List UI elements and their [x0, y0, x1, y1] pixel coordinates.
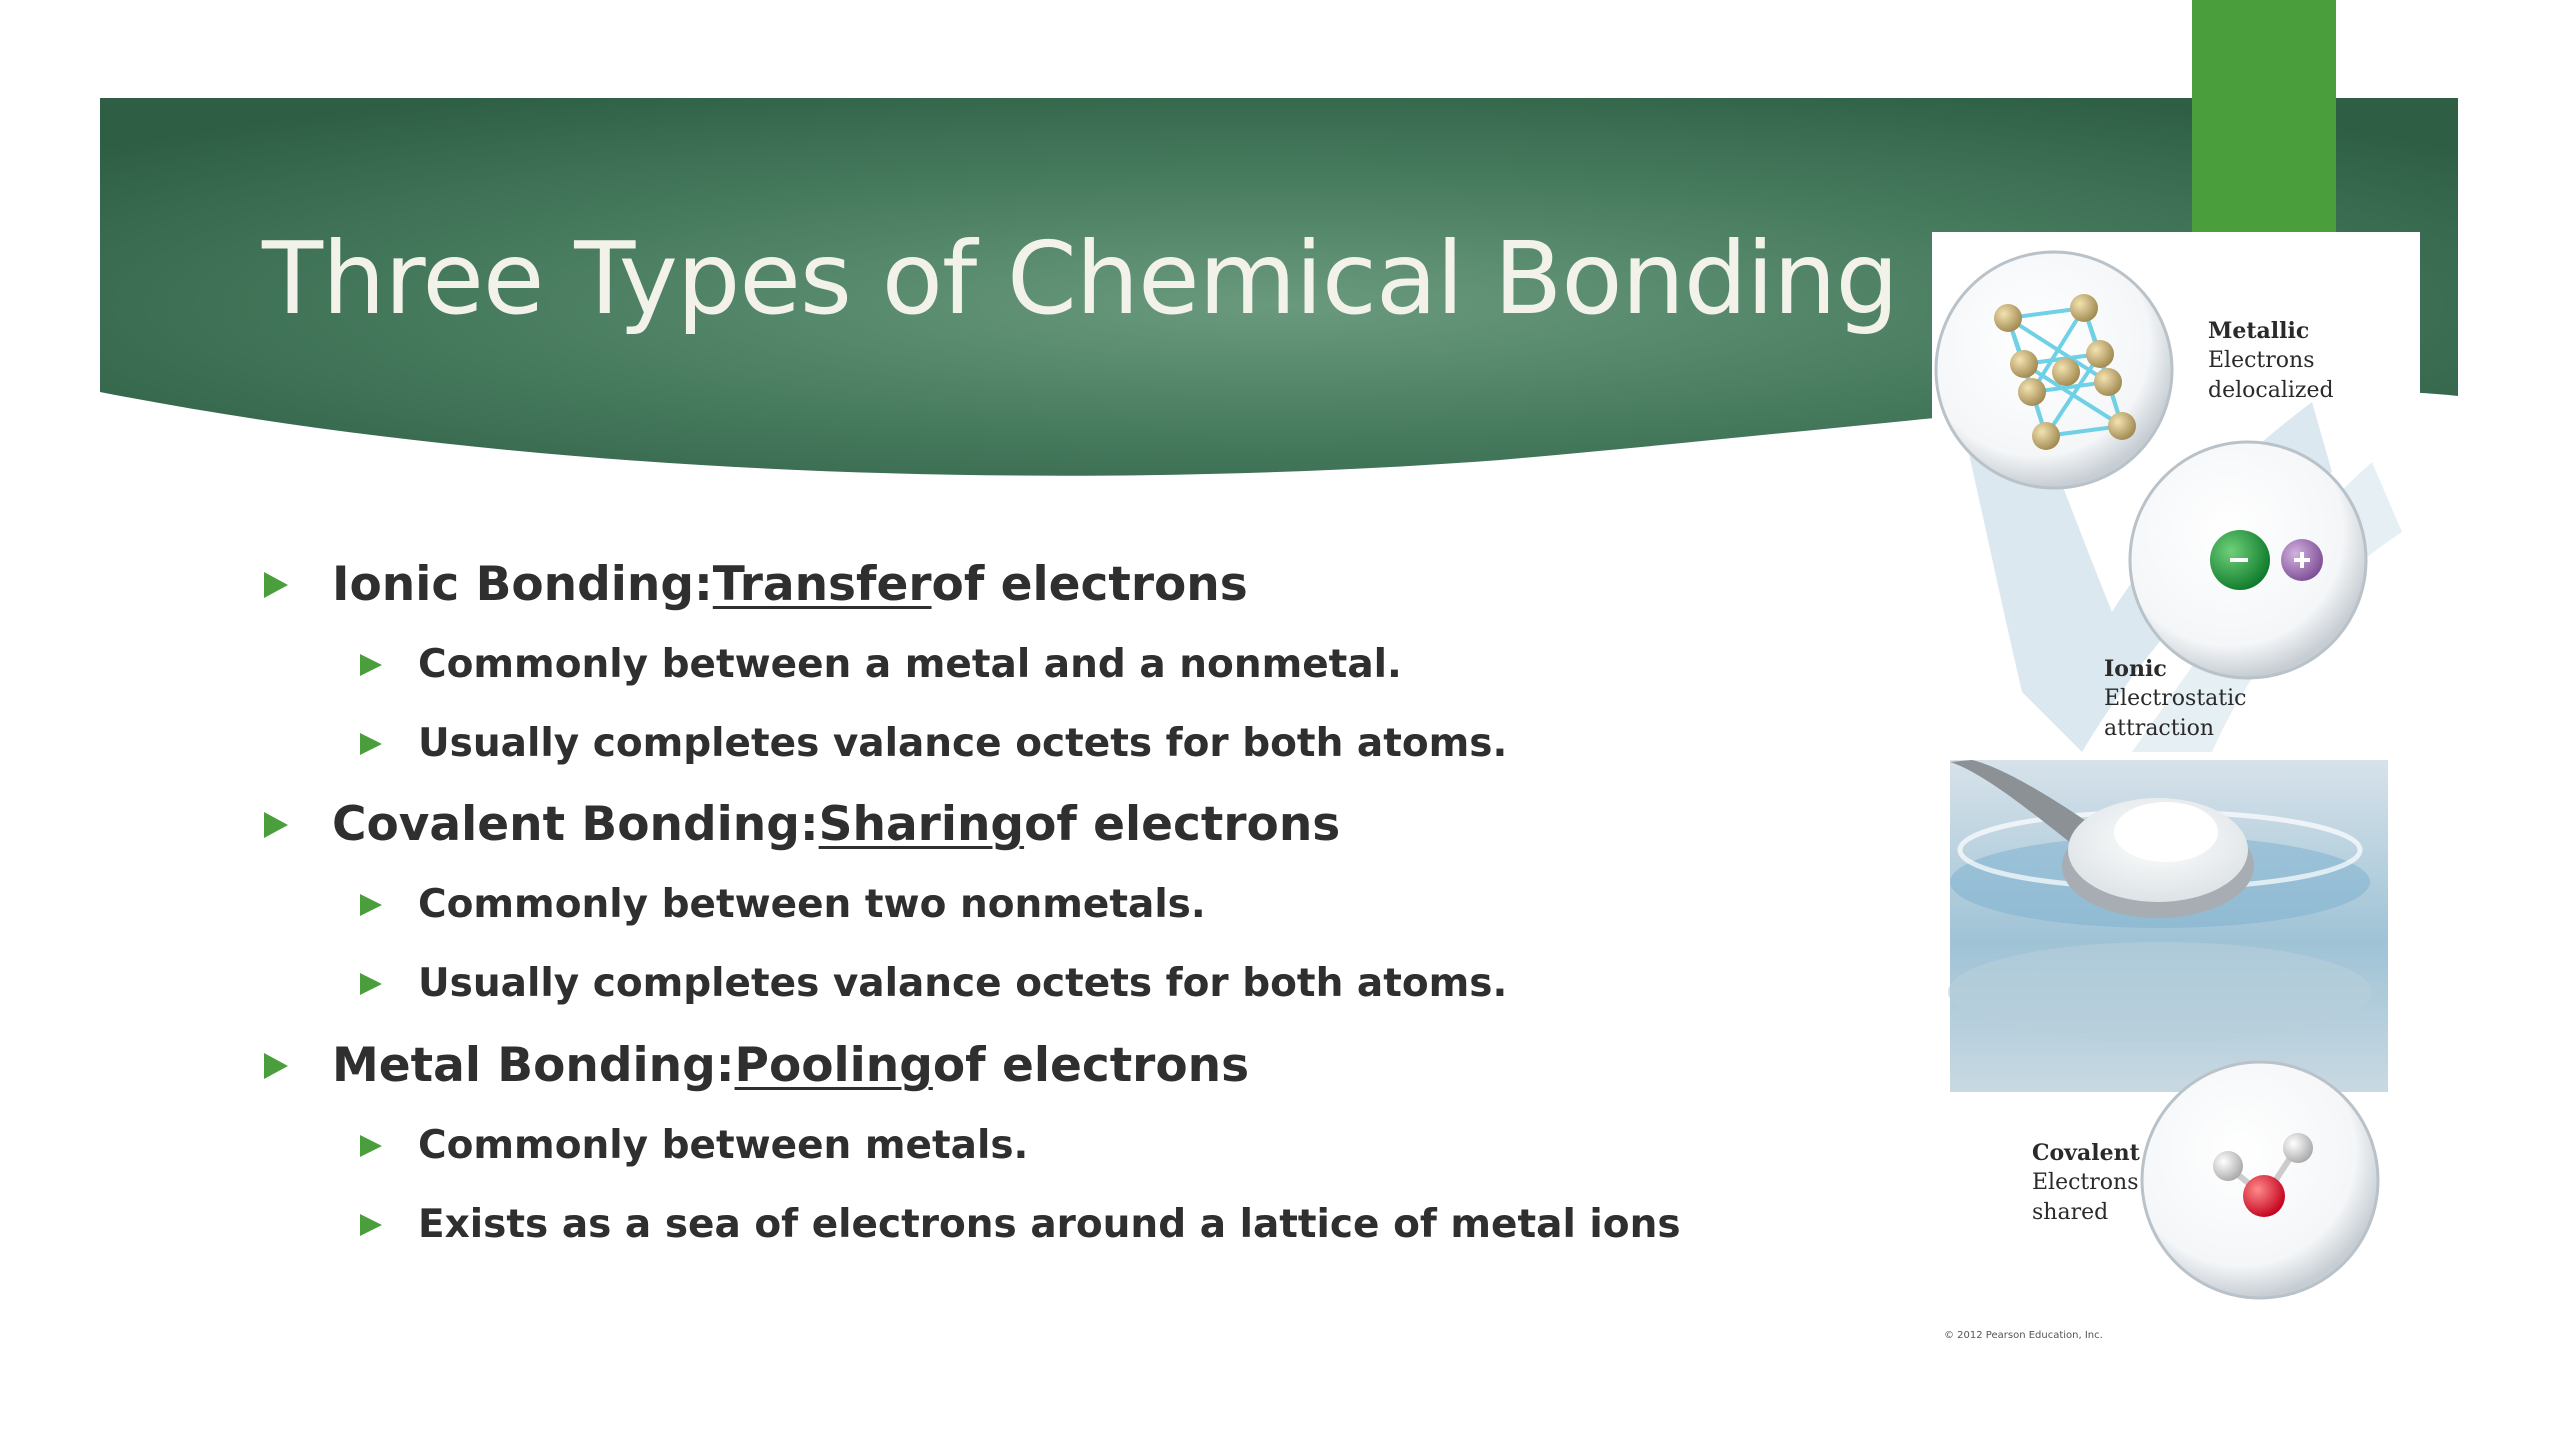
covalent-label: [2032, 1138, 2140, 1228]
bullet-suffix: of electrons: [1024, 797, 1341, 852]
ionic-title: Ionic: [2104, 656, 2167, 682]
triangle-bullet-icon: [360, 894, 382, 916]
sub-bullet: [360, 1202, 1681, 1247]
accent-tab: [2192, 0, 2336, 236]
sub-bullet-text: Commonly between a metal and a nonmetal.: [418, 642, 1402, 687]
bullet-ionic: [264, 557, 1248, 612]
covalent-line1: Electrons: [2032, 1170, 2139, 1195]
bullet-prefix: Covalent Bonding:: [332, 797, 819, 852]
sub-bullet: [360, 642, 1402, 687]
triangle-bullet-icon: [264, 812, 288, 838]
sub-bullet-text: Commonly between two nonmetals.: [418, 882, 1206, 927]
bullet-suffix: of electrons: [931, 557, 1248, 612]
metallic-title: Metallic: [2208, 318, 2310, 344]
bullet-metal: [264, 1038, 1249, 1093]
sub-bullet: [360, 721, 1507, 766]
covalent-title: Covalent: [2032, 1140, 2140, 1166]
triangle-bullet-icon: [264, 572, 288, 598]
bullet-prefix: Ionic Bonding:: [332, 557, 713, 612]
figure-copyright: © 2012 Pearson Education, Inc.: [1944, 1330, 2103, 1341]
metallic-line2: delocalized: [2208, 378, 2334, 403]
sub-bullet-text: Commonly between metals.: [418, 1123, 1029, 1168]
bullet-emphasis: Transfer: [712, 557, 932, 612]
ionic-label: [2104, 654, 2246, 744]
bonding-figure: [1932, 232, 2420, 1356]
bullet-emphasis: Sharing: [818, 797, 1025, 852]
bullet-covalent: [264, 797, 1340, 852]
covalent-line2: shared: [2032, 1200, 2109, 1225]
slide-title: Three Types of Chemical Bonding: [262, 220, 1898, 337]
bullet-prefix: Metal Bonding:: [332, 1038, 735, 1093]
triangle-bullet-icon: [360, 654, 382, 676]
metallic-label: [2208, 316, 2334, 406]
triangle-bullet-icon: [360, 973, 382, 995]
sub-bullet: [360, 1123, 1028, 1168]
bonding-illustration: [1932, 232, 2420, 1356]
triangle-bullet-icon: [264, 1053, 288, 1079]
ionic-line1: Electrostatic: [2104, 686, 2247, 711]
sub-bullet-text: Usually completes valance octets for both atoms.: [418, 721, 1508, 766]
triangle-bullet-icon: [360, 1135, 382, 1157]
triangle-bullet-icon: [360, 733, 382, 755]
metallic-line1: Electrons: [2208, 348, 2315, 373]
ionic-line2: attraction: [2104, 716, 2215, 741]
bullet-emphasis: Pooling: [734, 1038, 933, 1093]
bullet-suffix: of electrons: [932, 1038, 1250, 1093]
sub-bullet-text: Exists as a sea of electrons around a lattice of metal ions: [418, 1202, 1681, 1247]
triangle-bullet-icon: [360, 1214, 382, 1236]
sub-bullet-text: Usually completes valance octets for both atoms.: [418, 961, 1508, 1006]
sub-bullet: [360, 961, 1507, 1006]
sub-bullet: [360, 882, 1206, 927]
